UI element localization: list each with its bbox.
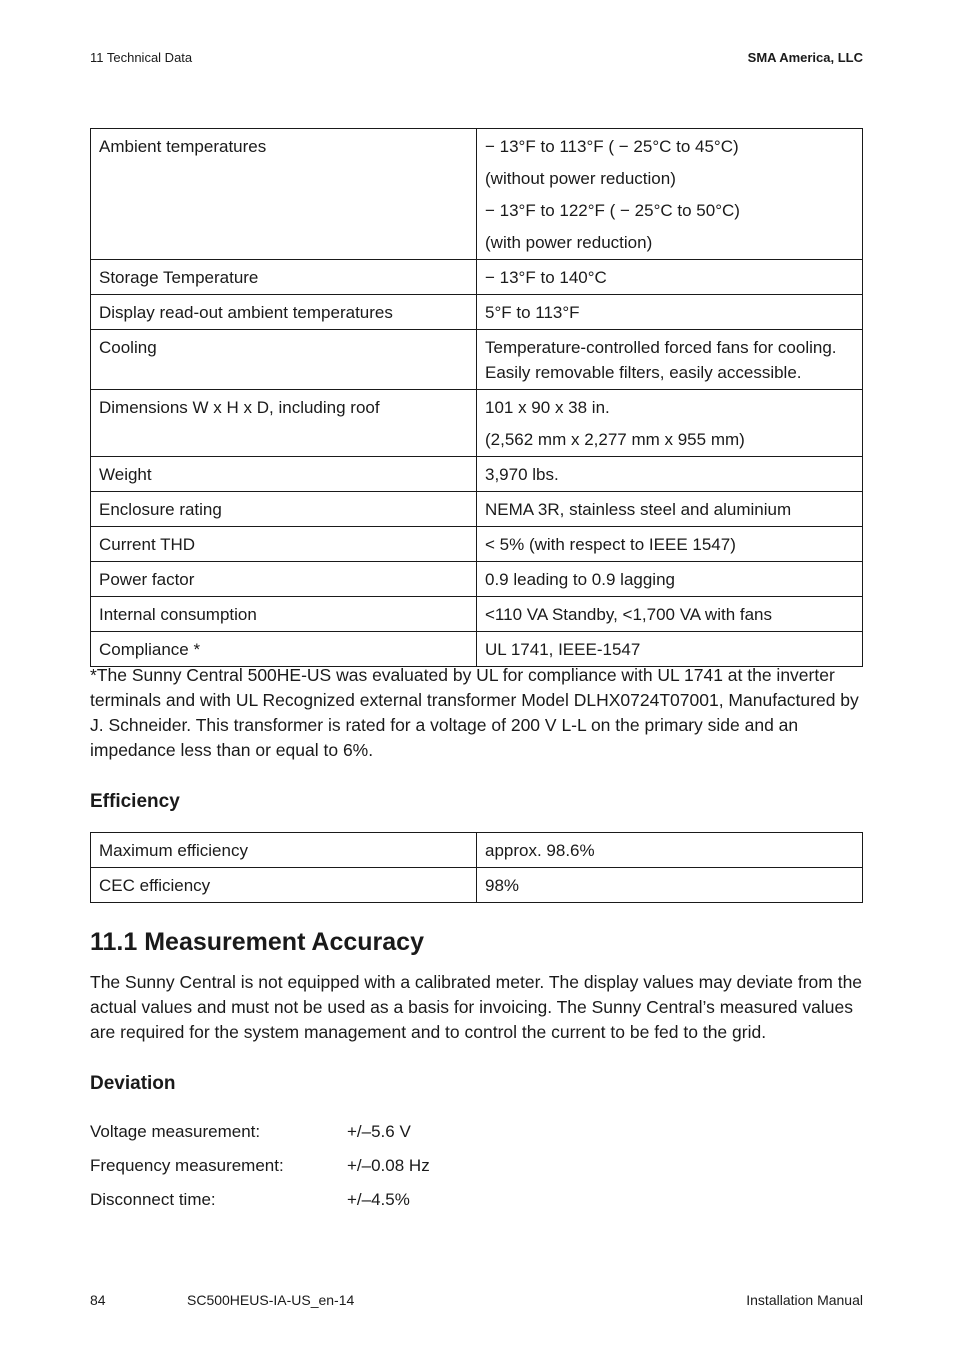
deviation-label: Frequency measurement: bbox=[90, 1156, 284, 1175]
row-value bbox=[477, 632, 863, 667]
row-value bbox=[477, 527, 863, 562]
value-line: 101 x 90 x 38 in. bbox=[485, 398, 610, 417]
efficiency-heading: Efficiency bbox=[90, 791, 180, 812]
row-value bbox=[477, 129, 863, 260]
deviation-label: Disconnect time: bbox=[90, 1190, 216, 1209]
footer-page-number: 84 bbox=[90, 1292, 106, 1308]
section-title: 11.1 Measurement Accuracy bbox=[90, 928, 424, 956]
table-row bbox=[91, 330, 863, 390]
row-label: Maximum efficiency bbox=[91, 833, 477, 868]
deviation-label: Voltage measurement: bbox=[90, 1122, 261, 1141]
value-line: Temperature-controlled forced fans for cooling. Easily removable filters, easily accessible. bbox=[485, 338, 837, 382]
row-label: Ambient temperatures bbox=[91, 129, 477, 260]
row-value bbox=[477, 562, 863, 597]
row-label: CEC efficiency bbox=[91, 868, 477, 903]
header-company: SMA America, LLC bbox=[747, 50, 863, 65]
table-row bbox=[91, 295, 863, 330]
value-line: <110 VA Standby, <1,700 VA with fans bbox=[485, 605, 772, 624]
compliance-note: *The Sunny Central 500HE-US was evaluated by UL for compliance with UL 1741 at the inverter terminals and with UL Recognized external transformer Model DLHX0724T07001, Manufactured by J. Schneider. This transformer is rated for a voltage of 200 V L-L on the primary side and an impedance less than or equal to 6%. bbox=[90, 665, 859, 760]
technical-data-table bbox=[90, 128, 863, 667]
deviation-heading: Deviation bbox=[90, 1073, 176, 1094]
table-row bbox=[91, 562, 863, 597]
row-value bbox=[477, 390, 863, 457]
value-line: 0.9 leading to 0.9 lagging bbox=[485, 570, 675, 589]
value-line: − 13°F to 113°F ( − 25°C to 45°C) bbox=[485, 137, 739, 156]
row-value bbox=[477, 260, 863, 295]
table-row bbox=[91, 833, 863, 868]
table-row bbox=[91, 492, 863, 527]
table-row bbox=[91, 390, 863, 457]
table-row bbox=[91, 260, 863, 295]
row-label: Compliance * bbox=[91, 632, 477, 667]
row-value: 98% bbox=[477, 868, 863, 903]
deviation-value: +/–0.08 Hz bbox=[347, 1156, 430, 1175]
value-line: (2,562 mm x 2,277 mm x 955 mm) bbox=[485, 430, 745, 449]
row-label: Current THD bbox=[91, 527, 477, 562]
row-value bbox=[477, 330, 863, 390]
row-label: Internal consumption bbox=[91, 597, 477, 632]
row-label: Power factor bbox=[91, 562, 477, 597]
table-row bbox=[91, 527, 863, 562]
deviation-value: +/–5.6 V bbox=[347, 1122, 411, 1141]
row-label: Enclosure rating bbox=[91, 492, 477, 527]
row-value bbox=[477, 597, 863, 632]
efficiency-table bbox=[90, 832, 863, 903]
value-line: NEMA 3R, stainless steel and aluminium bbox=[485, 500, 792, 519]
value-line: (without power reduction) bbox=[485, 169, 676, 188]
value-line: UL 1741, IEEE-1547 bbox=[485, 640, 641, 659]
row-value bbox=[477, 295, 863, 330]
row-label: Display read-out ambient temperatures bbox=[91, 295, 477, 330]
row-value bbox=[477, 457, 863, 492]
row-label: Weight bbox=[91, 457, 477, 492]
row-label: Cooling bbox=[91, 330, 477, 390]
value-line: < 5% (with respect to IEEE 1547) bbox=[485, 535, 736, 554]
table-row bbox=[91, 632, 863, 667]
table-row bbox=[91, 868, 863, 903]
footer-document-id: SC500HEUS-IA-US_en-14 bbox=[187, 1292, 355, 1308]
value-line: (with power reduction) bbox=[485, 233, 653, 252]
row-value bbox=[477, 492, 863, 527]
table-row bbox=[91, 597, 863, 632]
value-line: 5°F to 113°F bbox=[485, 303, 580, 322]
row-label: Dimensions W x H x D, including roof bbox=[91, 390, 477, 457]
footer-manual-title: Installation Manual bbox=[746, 1292, 863, 1308]
value-line: 3,970 lbs. bbox=[485, 465, 559, 484]
header-section: 11 Technical Data bbox=[90, 50, 193, 65]
value-line: − 13°F to 122°F ( − 25°C to 50°C) bbox=[485, 201, 740, 220]
row-value: approx. 98.6% bbox=[477, 833, 863, 868]
deviation-value: +/–4.5% bbox=[347, 1190, 410, 1209]
value-line: − 13°F to 140°C bbox=[485, 268, 607, 287]
measurement-paragraph: The Sunny Central is not equipped with a calibrated meter. The display values may deviate from the actual values and must not be used as a basis for invoicing. The Sunny Central’s measured values are required for the system management and to control the current to be fed to the grid. bbox=[90, 972, 863, 1042]
table-row bbox=[91, 457, 863, 492]
table-row bbox=[91, 129, 863, 260]
row-label: Storage Temperature bbox=[91, 260, 477, 295]
